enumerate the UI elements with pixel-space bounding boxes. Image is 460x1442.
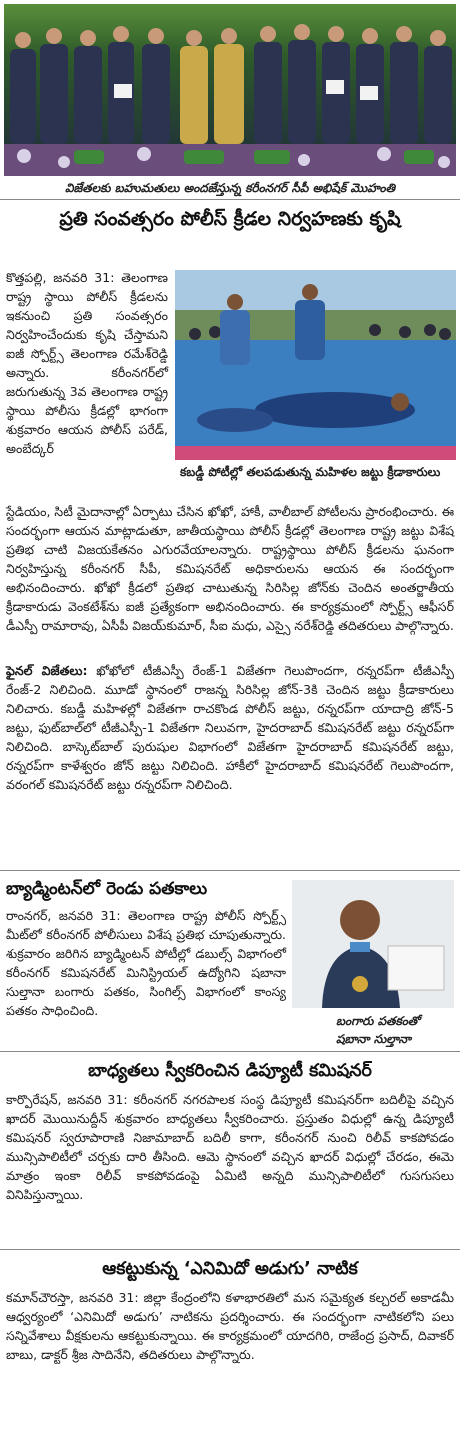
article2-body: రాంనగర్, జనవరి 31: తెలంగాణ రాష్ట్ర పోలీస్ స్పోర్ట్స్ మీట్‌లో కరీంనగర్ పోలీసులు విశేష ప్రతిభ చూపుతున్నారు. శుక్రవారం జరిగిన బ్యాడ్మింటన్ పోటీల్లో డబుల్స్ విభాగంలో కరీంనగర్ కమిషనరేట్ మినిస్ట్రియల్ ఉద్యోగిని షబానా సుల్తానా బంగారు పతకం, సింగిల్స్ విభాగంలో కాంస్య పతకం సాధించింది. bbox=[6, 908, 286, 1018]
divider bbox=[0, 1249, 460, 1250]
kabaddi-illustration bbox=[175, 270, 456, 460]
badminton-winner-illustration bbox=[292, 880, 454, 1008]
badminton-winner-photo bbox=[292, 880, 454, 1008]
divider bbox=[0, 870, 460, 871]
top-photo-caption: విజేతలకు బహుమతులు అందజేస్తున్న కరీంనగర్ సీపీ అభిషేక్ మొహంతి bbox=[64, 181, 396, 195]
badminton-photo-caption: బంగారు పతకంతో షబానా సుల్తానా bbox=[336, 1014, 420, 1046]
article3-headline: బాధ్యతలు స్వీకరించిన డిప్యూటీ కమిషనర్ bbox=[88, 1061, 372, 1081]
winners-label: ఫైనల్ విజేతలు: bbox=[6, 663, 88, 678]
article4-body: కమాన్‌చౌరస్తా, జనవరి 31: జిల్లా కేంద్రంలోని కళాభారతిలో మన సమైక్యత కల్చరల్ అకాడమీ ఆధ్వర్యంలో ‘ఎనిమిదో అడుగు’ నాటికను ప్రదర్శించారు. ఈ సందర్భంగా నాటికలోని పలు సన్నివేశాలు వీక్షకులను ఆకట్టుకున్నాయి. ఈ కార్యక్రమంలో యాదగిరి, రాజేంద్ర ప్రసాద్, దివాకర్ బాబు, డాక్టర్ శ్రీజ సాదినేని, తదితరులు పాల్గొన్నారు. bbox=[6, 1290, 454, 1362]
award-ceremony-photo bbox=[4, 4, 456, 176]
article1-winners bbox=[6, 661, 454, 794]
divider bbox=[0, 1051, 460, 1052]
divider bbox=[0, 199, 460, 200]
winners-text: ఖోఖోలో టీజీఎస్పీ రేంజ్-1 విజేతగా గెలుపొందగా, రన్నరప్‌గా టీజీఎస్పీ రేంజ్-2 నిలిచింది. మూడో స్థానంలో రాజన్న సిరిసిల్ల జోన్-3కి చెందిన జట్టు క్రీడాకారులు నిలిచారు. కబడ్డీ మహిళల్లో విజేతగా రాచకొండ పోలీస్ జట్టు, రన్నరప్‌గా యాదాద్రి జోన్-5 జట్టు, ఫుట్‌బాల్‌లో టీజీఎస్పీ-1 విజేతగా నిలువగా, హైదరాబాద్ కమిషనరేట్ జట్టు రన్నరప్‌గా నిలిచింది. బాస్కెట్‌బాల్ పురుషుల విభాగంలో విజేతగా హైదరాబాద్ కమిషనరేట్ జట్టు, రన్నరప్‌గా కాళేశ్వరం జోన్ జట్టు నిలిచింది. హాకీలో హైదరాబాద్ కమిషనరేట్ గెలుపొందగా, వరంగల్ కమిషనరేట్ జట్టు రన్నరప్‌గా నిలిచింది. bbox=[6, 663, 454, 792]
article3-body: కార్పొరేషన్, జనవరి 31: కరీంనగర్ నగరపాలక సంస్థ డిప్యూటీ కమిషనర్‌గా బదిలీపై వచ్చిన ఖాదర్ మొయినుద్దీన్ శుక్రవారం బాధ్యతలు స్వీకరించారు. ప్రస్తుతం విధుల్లో ఉన్న డిప్యూటీ కమిషనర్ స్వరూపారాణి నిజామాబాద్ బదిలీ కాగా, కరీంనగర్ నుంచి రిలీవ్ కాకపోవడం మున్సిపాలిటీలో చర్చకు దారి తీసింది. ఆమె స్థానంలో వచ్చిన ఖాదర్ విధుల్లో చేరడం, ఈమె మాత్రం ఇంకా రిలీవ్ కాకపోవడంపై ఏమిటి అన్నది మున్సిపాలిటీలో గుసగుసలు వినిపిస్తున్నాయి. bbox=[6, 1092, 454, 1202]
article1-headline: ప్రతి సంవత్సరం పోలీస్ క్రీడల నిర్వహణకు కృషి bbox=[59, 208, 401, 230]
award-ceremony-illustration bbox=[4, 4, 456, 176]
article4-headline: ఆకట్టుకున్న ‘ఎనిమిదో అడుగు’ నాటిక bbox=[102, 1259, 358, 1279]
kabaddi-photo bbox=[175, 270, 456, 460]
kabaddi-photo-caption: కబడ్డీ పోటీల్లో తలపడుతున్న మహిళల జట్టు క్రీడాకారులు bbox=[180, 465, 441, 479]
article1-body-narrow: కొత్తపల్లి, జనవరి 31: తెలంగాణ రాష్ట్ర స్థాయి పోలీస్ క్రీడలను ఇకనుంచి ప్రతి సంవత్సరం నిర్వహించేందుకు కృషి చేస్తామని ఐజీ స్పోర్ట్స్ తెలంగాణ రమేశ్‌రెడ్డి అన్నారు. కరీంనగర్‌లో జరుగుతున్న 3వ తెలంగాణ రాష్ట్ర స్థాయి పోలీసు క్రీడల్లో భాగంగా శుక్రవారం ఆయన పోలీస్ పరేడ్, అంబేద్కర్ bbox=[6, 270, 168, 456]
article1-body-full: స్టేడియం, సిటీ మైదానాల్లో ఏర్పాటు చేసిన ఖోఖో, హాకీ, వాలీబాల్ పోటీలను ప్రారంభించారు. ఈ సందర్భంగా ఆయన మాట్లాడుతూ, జాతీయస్థాయి పోలీస్ క్రీడల్లో తెలంగాణ రాష్ట్ర జట్టు విశేష ప్రతిభ చాటి విజయకేతనం ఎగురవేయాలన్నారు. రాష్ట్రస్థాయి పోలీస్ క్రీడలను ఘనంగా నిర్వహిస్తున్న కరీంనగర్ సీపీ, కమిషనరేట్ అధికారులను ఆయన ఈ సందర్భంగా అభినందించారు. ఖోఖో క్రీడలో ప్రతిభ చాటుతున్న సిరిసిల్ల జోన్‌కు చెందిన అంతర్జాతీయ క్రీడాకారుడు వెంకటేశ్‌ను ఐజీ ప్రత్యేకంగా అభినందించారు. ఈ కార్యక్రమంలో స్పోర్ట్స్ ఆఫీసర్ డీఎస్పీ రామారావు, ఏసీపీ విజయ్‌కుమార్, సీఐ మధు, ఎస్సై నరేశ్‌రెడ్డి తదితరులు పాల్గొన్నారు. bbox=[6, 504, 454, 633]
article2-headline: బ్యాడ్మింటన్‌లో రెండు పతకాలు bbox=[6, 879, 208, 899]
